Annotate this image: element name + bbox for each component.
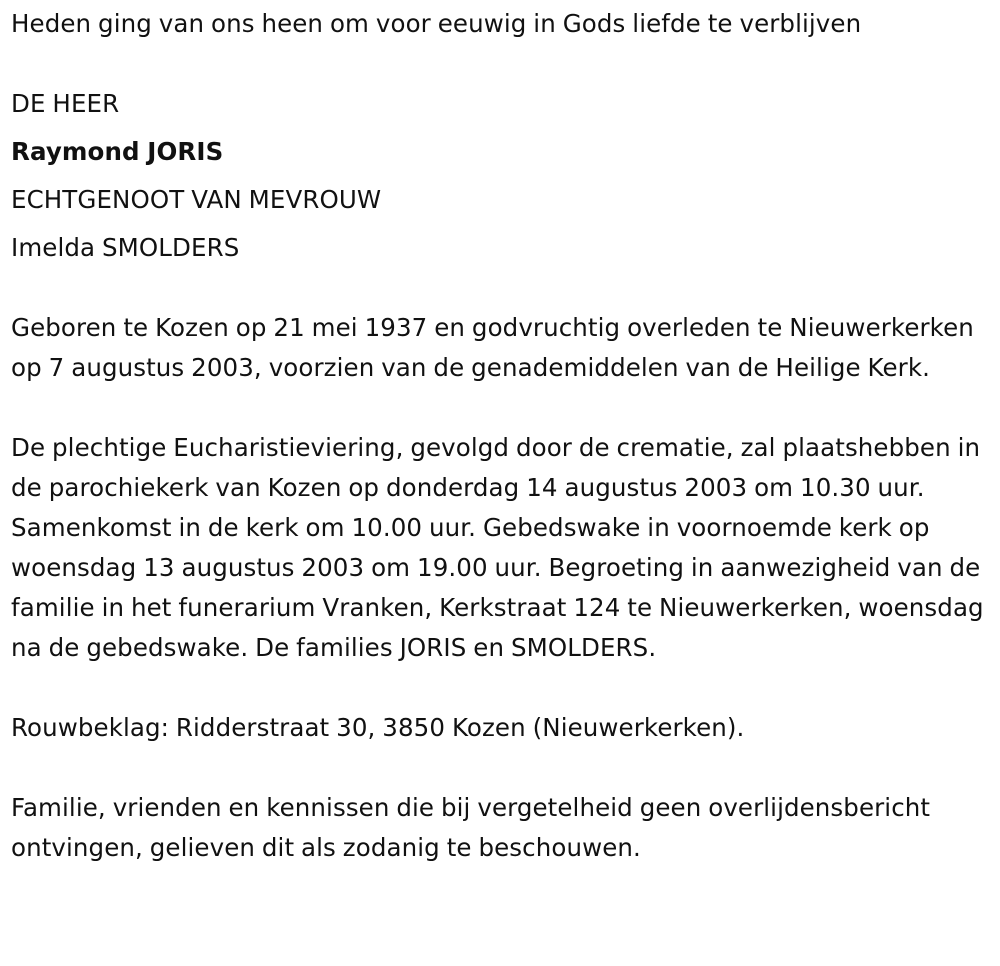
- closing-note: Familie, vrienden en kennissen die bij vergetelheid geen overlijdensbericht ontvingen, gelieven dit als zodanig te beschouwen.: [11, 793, 931, 862]
- ceremony-paragraph: De plechtige Eucharistieviering, gevolgd door de crematie, zal plaatshebben in de parochiekerk van Kozen op donderdag 14 augustus 2003 om 10.30 uur. Samenkomst in de kerk om 10.00 uur. Gebedswake in voornoemde kerk op woensdag 13 augustus 2003 om 19.00 uur. Begroeting in aanwezigheid van de familie in het funerarium Vranken, Kerkstraat 124 te Nieuwerkerken, woensdag na de gebedswake. De families JORIS en SMOLDERS.: [11, 433, 984, 662]
- deceased-name: Raymond JORIS: [11, 137, 224, 166]
- birth-death-paragraph: Geboren te Kozen op 21 mei 1937 en godvruchtig overleden te Nieuwerkerken op 7 augustus 2003, voorzien van de genademiddelen van de Heilige Kerk.: [11, 313, 974, 382]
- spouse-label: ECHTGENOOT VAN MEVROUW: [11, 185, 382, 214]
- title-heading: DE HEER: [11, 89, 120, 118]
- condolence-address: Rouwbeklag: Ridderstraat 30, 3850 Kozen (Nieuwerkerken).: [11, 713, 745, 742]
- intro-text: Heden ging van ons heen om voor eeuwig in Gods liefde te verblijven: [11, 9, 862, 38]
- obituary-notice: [11, 4, 996, 868]
- spouse-name: Imelda SMOLDERS: [11, 233, 240, 262]
